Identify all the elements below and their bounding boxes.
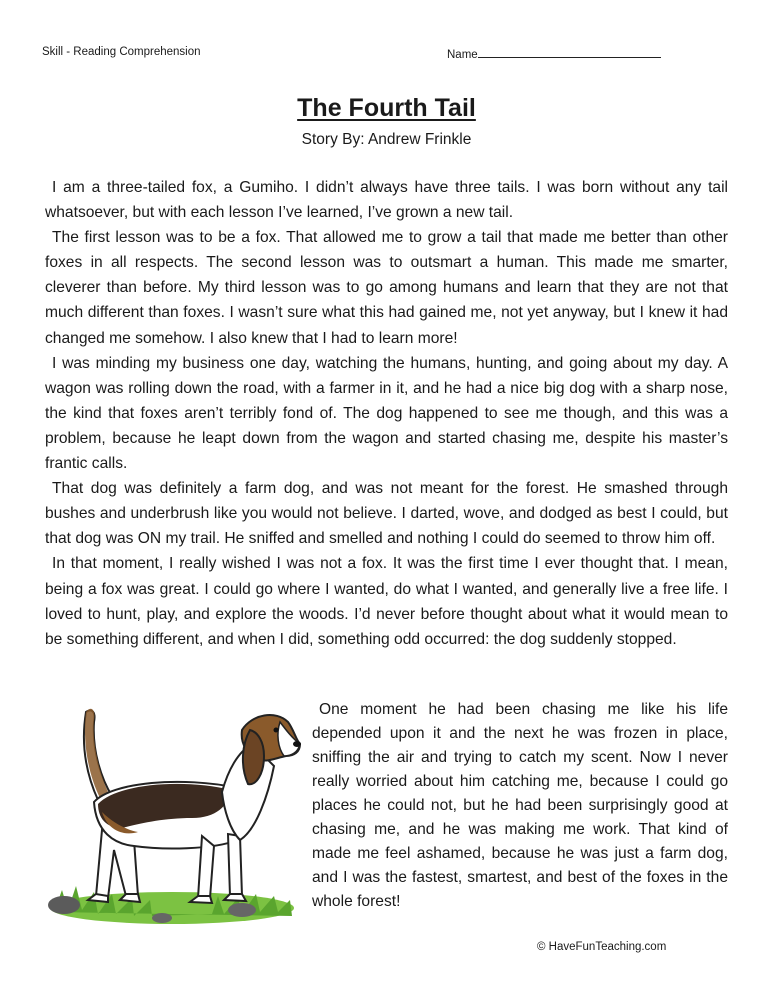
skill-label: Skill - Reading Comprehension: [42, 46, 201, 58]
story-paragraph-6: One moment he had been chasing me like his life depended upon it and the next he was frozen in place, sniffing the air and trying to catch my scent. Now I never really worried about him catching me, because I could go places he could not, but he had been surprisingly good at chasing me, and he was making me work. That kind of made me feel ashamed, because he was just a farm dog, and I was the fastest, smartest, and best of the foxes in the whole forest!: [312, 701, 728, 910]
page-title: The Fourth Tail: [297, 94, 476, 122]
story-paragraph-2: The first lesson was to be a fox. That allowed me to grow a tail that made me better than other foxes in all respects. The second lesson was to outsmart a human. This made me smarter, cleverer than before. My third lesson was to go among humans and learn that they are not that much different than foxes. I wasn’t sure what this had gained me, not yet anyway, but I knew it had changed me somehow. I also knew that I had to learn more!: [45, 229, 728, 347]
copyright-footer: © HaveFunTeaching.com: [537, 941, 667, 953]
name-label: Name: [447, 49, 478, 61]
story-paragraph-5: In that moment, I really wished I was not a fox. It was the first time I ever thought that. I mean, being a fox was great. I could go where I wanted, do what I wanted, and generally live a free life. I loved to hunt, play, and explore the woods. I’d never before thought about what it would mean to be something different, and when I did, something odd occurred: the dog suddenly stopped.: [45, 555, 728, 648]
story-paragraph-3: I was minding my business one day, watching the humans, hunting, and going about my day. A wagon was rolling down the road, with a farmer in it, and he had a nice big dog with a sharp nose, the kind that foxes aren’t terribly fond of. The dog happened to see me though, and this was a problem, because he leapt down from the wagon and started chasing me, despite his master’s frantic calls.: [45, 354, 728, 473]
beagle-dog-icon: [42, 700, 302, 930]
story-paragraph-4: That dog was definitely a farm dog, and was not meant for the forest. He smashed through bushes and underbrush like you would not believe. I darted, wove, and dodged as best I could, but that dog was ON my trail. He sniffed and smelled and nothing I could do seemed to throw him off.: [45, 480, 728, 548]
story-byline: Story By: Andrew Frinkle: [301, 131, 472, 148]
story-body: [45, 175, 728, 652]
story-paragraph-1: I am a three-tailed fox, a Gumiho. I didn’t always have three tails. I was born without any tail whatsoever, but with each lesson I’ve learned, I’ve grown a new tail.: [45, 179, 728, 222]
name-blank-line: [478, 46, 661, 58]
name-field: [447, 46, 661, 61]
